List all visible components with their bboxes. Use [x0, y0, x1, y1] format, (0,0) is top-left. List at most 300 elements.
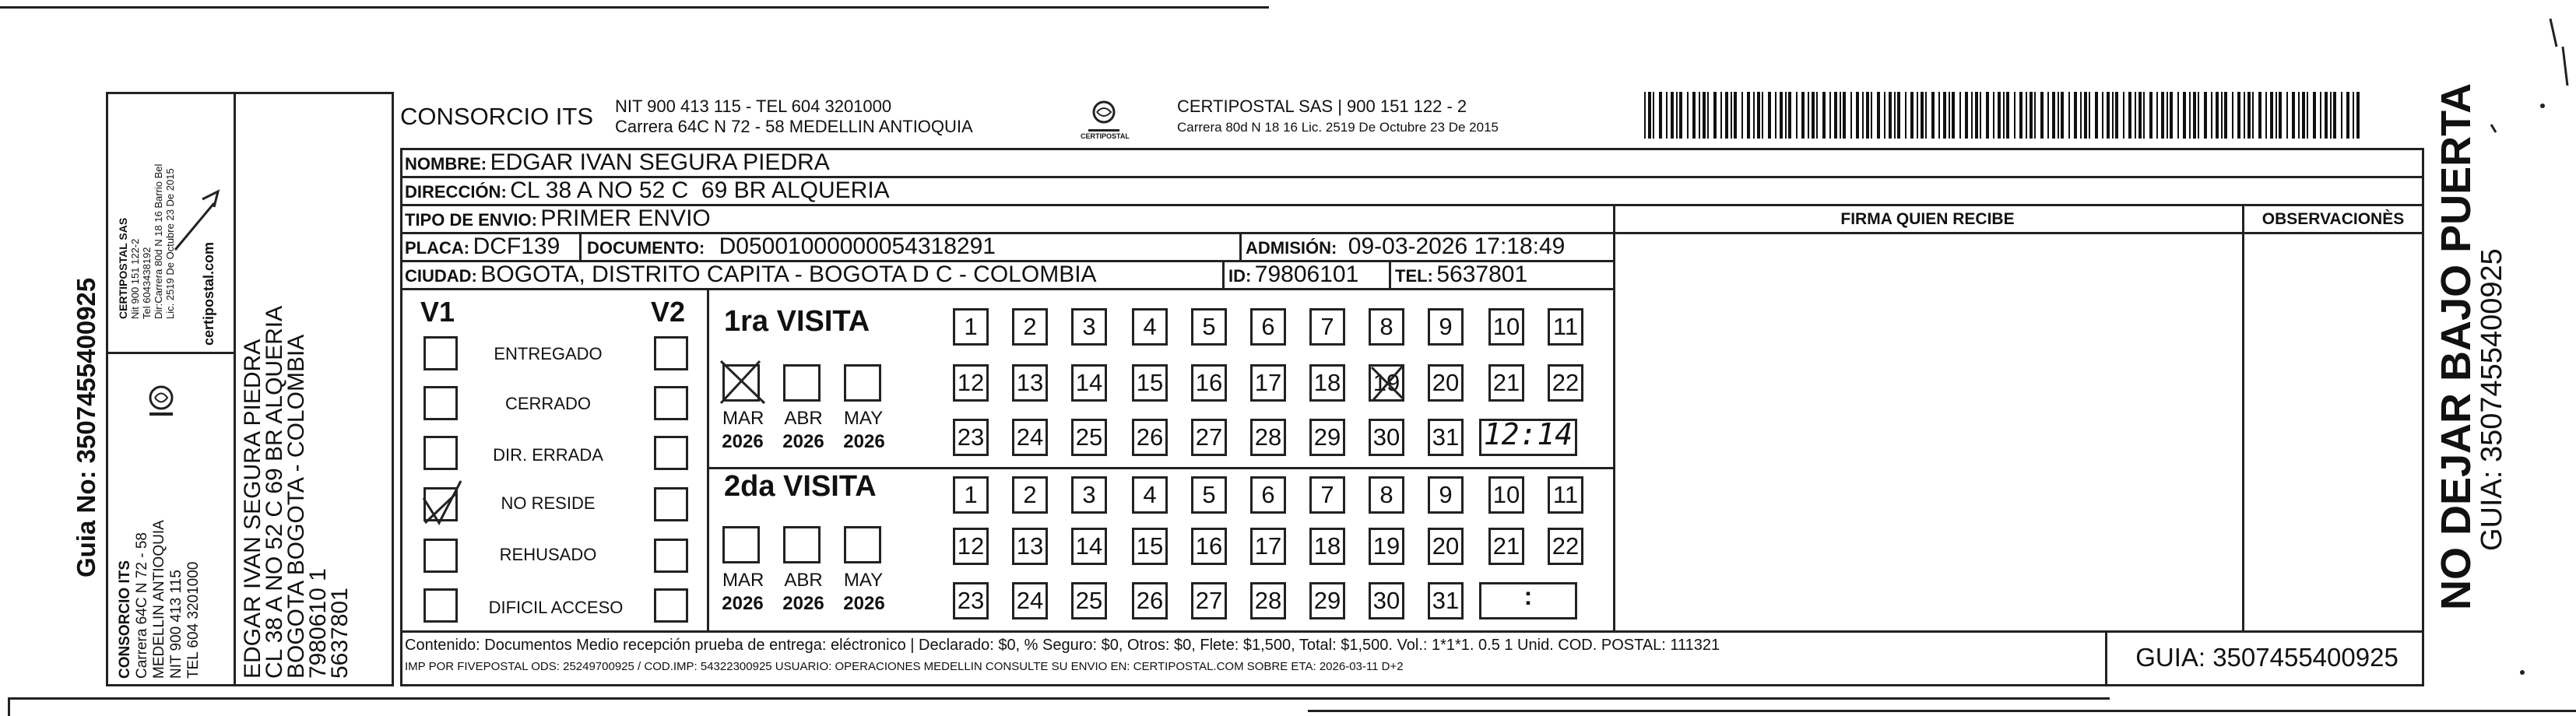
first-day-30[interactable]: 30: [1369, 419, 1404, 456]
left-stub-hline: [106, 352, 235, 354]
second-day-27[interactable]: 27: [1191, 582, 1227, 619]
reason-cerrado: CERRADO: [504, 394, 591, 413]
first-day-19[interactable]: 19: [1369, 364, 1404, 402]
barcode-bar: [1840, 92, 1841, 139]
v2-checkbox-dir-errada[interactable]: [654, 436, 688, 470]
recipient-line-1: EDGAR IVAN SEGURA PIEDRA: [240, 339, 265, 679]
barcode-bar: [1671, 92, 1674, 139]
second-day-8[interactable]: 8: [1369, 476, 1404, 514]
barcode-bar: [1921, 92, 1924, 139]
row-line-5: [400, 288, 1615, 290]
reason-dir-errada: DIR. ERRADA: [493, 445, 603, 465]
barcode-bar: [1938, 92, 1940, 139]
barcode-bar: [2115, 92, 2118, 139]
barcode-bar: [2061, 92, 2064, 139]
second-day-22[interactable]: 22: [1548, 528, 1583, 565]
direccion-row: [405, 177, 890, 204]
certipostal-address: Carrera 80d N 18 16 Lic. 2519 De Octubre 23 De 2015: [1177, 120, 1499, 135]
bottom-border: [8, 697, 2110, 700]
second-year-label-may: 2026: [843, 593, 885, 614]
second-day-1[interactable]: 1: [953, 476, 989, 514]
barcode-bar: [1998, 92, 2001, 139]
second-day-11[interactable]: 11: [1548, 476, 1583, 514]
sender-line-2: Carrera 64C N 72 - 58: [134, 532, 150, 679]
placa-label: PLACA:: [405, 238, 470, 258]
barcode-bar: [1687, 92, 1689, 139]
id-row: [1228, 261, 1358, 288]
barcode-bar: [2040, 92, 2044, 139]
sender-line-5: TEL 604 3201000: [185, 561, 202, 679]
v1-checkbox-rehusado[interactable]: [423, 539, 458, 573]
first-day-2[interactable]: 2: [1012, 308, 1048, 346]
first-day-1[interactable]: 1: [953, 308, 989, 346]
barcode-bar: [2353, 92, 2354, 139]
barcode-bar: [2026, 92, 2027, 139]
visits-divider: [708, 467, 1615, 469]
left-stub-divider: [234, 92, 236, 686]
barcode-bar: [2074, 92, 2077, 139]
barcode: [1644, 92, 2360, 139]
barcode-bar: [2333, 92, 2336, 139]
second-day-17[interactable]: 17: [1250, 528, 1286, 565]
barcode-bar: [2307, 92, 2308, 139]
barcode-bar: [2189, 92, 2191, 139]
first-month-box-may[interactable]: [844, 364, 881, 402]
second-day-21[interactable]: 21: [1488, 528, 1524, 565]
first-day-16[interactable]: 16: [1191, 364, 1227, 402]
footer-guia: GUIA: 3507455400925: [2135, 643, 2399, 672]
second-day-30[interactable]: 30: [1369, 582, 1404, 619]
first-day-28[interactable]: 28: [1250, 419, 1286, 456]
tipo-label: TIPO DE ENVIO:: [405, 210, 537, 230]
first-day-25[interactable]: 25: [1071, 419, 1107, 456]
v1-checkbox-entregado[interactable]: [423, 336, 458, 370]
first-day-22[interactable]: 22: [1548, 364, 1583, 402]
barcode-bar: [2084, 92, 2087, 139]
barcode-bar: [1812, 92, 1815, 139]
barcode-bar: [1775, 92, 1776, 139]
second-day-6[interactable]: 6: [1250, 476, 1286, 514]
first-year-label-mar: 2026: [722, 431, 764, 452]
first-day-17[interactable]: 17: [1250, 364, 1286, 402]
logo-caption: CERTIPOSTAL: [1081, 132, 1130, 140]
first-day-31[interactable]: 31: [1428, 419, 1464, 456]
second-day-5[interactable]: 5: [1191, 476, 1227, 514]
barcode-bar: [1905, 92, 1907, 139]
barcode-bar: [2232, 92, 2233, 139]
barcode-bar: [1788, 92, 1791, 139]
right-guia: GUIA: 3507455400925: [2476, 248, 2508, 551]
certipostal-line-4: Dir:Carrera 80d N 18 16 Barrio Bel: [153, 163, 164, 319]
admision-divider: [1239, 232, 1242, 261]
barcode-bar: [2161, 92, 2164, 139]
barcode-bar: [1980, 92, 1981, 139]
second-month-box-may[interactable]: [844, 526, 881, 563]
barcode-bar: [2346, 92, 2349, 139]
barcode-bar: [1943, 92, 1946, 139]
second-time-value: :: [1523, 582, 1533, 610]
barcode-bar: [2019, 92, 2022, 139]
barcode-bar: [2320, 92, 2321, 139]
second-day-10[interactable]: 10: [1488, 476, 1524, 514]
barcode-bar: [2177, 92, 2179, 139]
barcode-bar: [1894, 92, 1896, 139]
barcode-bar: [2211, 92, 2212, 139]
nombre-label: NOMBRE:: [405, 154, 487, 174]
barcode-bar: [1731, 92, 1732, 139]
barcode-bar: [2034, 92, 2036, 139]
first-day-4[interactable]: 4: [1132, 308, 1168, 346]
barcode-bar: [2221, 92, 2223, 139]
direccion-value: CL 38 A NO 52 C 69 BR ALQUERIA: [510, 177, 890, 203]
recipient-line-5: 5637801: [327, 588, 353, 679]
second-day-18[interactable]: 18: [1309, 528, 1345, 565]
barcode-bar: [1871, 92, 1872, 139]
first-day-10[interactable]: 10: [1488, 308, 1524, 346]
sender-line-3: MEDELLIN ANTIOQUIA: [151, 520, 167, 679]
barcode-bar: [1949, 92, 1950, 139]
barcode-bar: [2216, 92, 2219, 139]
first-year-label-abr: 2026: [782, 431, 824, 452]
outer-bottom-line: [1308, 710, 2576, 712]
barcode-bar: [2252, 92, 2254, 139]
barcode-bar: [2143, 92, 2145, 139]
sender-line-1: CONSORCIO ITS: [117, 560, 133, 679]
barcode-bar: [2270, 92, 2273, 139]
recipient-line-3: BOGOTA BOGOTA - COLOMBIA: [283, 334, 309, 679]
first-day-26[interactable]: 26: [1132, 419, 1168, 456]
barcode-bar: [2224, 92, 2227, 139]
admision-row: [1246, 233, 1565, 260]
company-name: CONSORCIO ITS: [400, 103, 594, 130]
first-month-label-may: MAY: [843, 408, 884, 429]
first-month-box-abr[interactable]: [783, 364, 821, 402]
first-day-5[interactable]: 5: [1191, 308, 1227, 346]
barcode-bar: [2302, 92, 2305, 139]
certipostal-stub-logo-icon: [142, 378, 181, 425]
second-day-16[interactable]: 16: [1191, 528, 1227, 565]
documento-value: D05001000000054318291: [719, 233, 996, 259]
company-nit-tel: NIT 900 413 115 - TEL 604 3201000: [615, 97, 892, 116]
recipient-line-4: 7980610 1: [305, 568, 331, 679]
first-day-8[interactable]: 8: [1369, 308, 1404, 346]
first-day-27[interactable]: 27: [1191, 419, 1227, 456]
obs-left: [2242, 204, 2244, 632]
first-month-label-mar: MAR: [722, 408, 764, 429]
barcode-bar: [1720, 92, 1722, 139]
reasons-right: [707, 288, 709, 632]
barcode-bar: [1648, 92, 1651, 139]
barcode-bar: [2112, 92, 2114, 139]
first-day-21[interactable]: 21: [1488, 364, 1524, 402]
first-month-label-abr: ABR: [784, 408, 823, 429]
barcode-bar: [2167, 92, 2168, 139]
barcode-bar: [2128, 92, 2131, 139]
barcode-bar: [2058, 92, 2059, 139]
barcode-bar: [1666, 92, 1668, 139]
barcode-bar: [1965, 92, 1968, 139]
barcode-bar: [2068, 92, 2070, 139]
second-year-label-mar: 2026: [722, 593, 764, 614]
nombre-row: [405, 149, 830, 176]
second-day-3[interactable]: 3: [1071, 476, 1107, 514]
first-day-14[interactable]: 14: [1071, 364, 1107, 402]
barcode-bar: [1850, 92, 1852, 139]
first-day-24[interactable]: 24: [1012, 419, 1048, 456]
barcode-bar: [1713, 92, 1717, 139]
barcode-bar: [1725, 92, 1728, 139]
second-day-9[interactable]: 9: [1428, 476, 1464, 514]
id-label: ID:: [1228, 266, 1252, 286]
v1-checkbox-dificil-acceso[interactable]: [423, 588, 458, 623]
barcode-bar: [1762, 92, 1763, 139]
barcode-bar: [1931, 92, 1935, 139]
corner-marks: [2476, 16, 2576, 700]
barcode-bar: [2183, 92, 2186, 139]
certipostal-line-3: Tel 6043438192: [141, 247, 153, 319]
v2-checkbox-no-reside[interactable]: [654, 487, 688, 521]
direccion-label: DIRECCIÓN:: [405, 182, 507, 202]
first-day-7[interactable]: 7: [1309, 308, 1345, 346]
footer-contenido: Contenido: Documentos Medio recepción prueba de entrega: eléctronico | Declarado: $0, % Seguro: $0, Otros: $0, Flete: $1,500, Total: $1,500. Vol.: 1*1*1. 0.5 1 Unid. COD. POSTAL: 111321: [405, 637, 1720, 654]
first-day-12[interactable]: 12: [953, 364, 989, 402]
second-month-label-abr: ABR: [784, 570, 823, 591]
stub-signature-mark: [171, 184, 226, 254]
barcode-bar: [1862, 92, 1864, 139]
second-day-12[interactable]: 12: [953, 528, 989, 565]
barcode-bar: [2107, 92, 2110, 139]
barcode-bar: [1757, 92, 1760, 139]
barcode-bar: [1808, 92, 1809, 139]
v2-checkbox-entregado[interactable]: [654, 336, 688, 370]
placa-doc-divider: [579, 232, 582, 261]
barcode-bar: [1747, 92, 1750, 139]
barcode-bar: [2149, 92, 2153, 139]
barcode-bar: [2014, 92, 2015, 139]
barcode-bar: [1877, 92, 1880, 139]
tipo-value: PRIMER ENVIO: [540, 205, 711, 231]
first-day-29[interactable]: 29: [1309, 419, 1345, 456]
documento-label: DOCUMENTO:: [587, 238, 705, 258]
first-day-3[interactable]: 3: [1071, 308, 1107, 346]
second-month-box-mar[interactable]: [722, 526, 760, 563]
row-line-6: [400, 630, 2424, 633]
barcode-bar: [2102, 92, 2103, 139]
first-day-23[interactable]: 23: [953, 419, 989, 456]
second-day-31[interactable]: 31: [1428, 582, 1464, 619]
barcode-bar: [1699, 92, 1700, 139]
barcode-bar: [2138, 92, 2142, 139]
second-month-label-mar: MAR: [722, 570, 764, 591]
id-divider: [1222, 260, 1225, 290]
first-time-value: 12:14: [1483, 417, 1573, 451]
admision-value: 09-03-2026 17:18:49: [1348, 233, 1566, 259]
second-month-box-abr[interactable]: [783, 526, 821, 563]
footer-imp: IMP POR FIVEPOSTAL ODS: 25249700925 / COD.IMP: 54322300925 USUARIO: OPERACIONES MEDELLIN CONSULTE SU ENVIO EN: CERTIPOSTAL.COM SOBRE ETA: 2026-03-11 D+2: [405, 660, 1404, 673]
barcode-bar: [1834, 92, 1837, 139]
documento-row: [587, 233, 996, 260]
reason-entregado: ENTREGADO: [494, 344, 603, 363]
recipient-line-2: CL 38 A NO 52 C 69 BR ALQUERIA: [262, 305, 287, 679]
first-day-19-x-mark: [1365, 361, 1409, 405]
barcode-bar: [1952, 92, 1955, 139]
barcode-bar: [1917, 92, 1918, 139]
second-day-24[interactable]: 24: [1012, 582, 1048, 619]
barcode-bar: [1703, 92, 1706, 139]
first-month-mar-x-mark: [715, 356, 769, 408]
barcode-bar: [1801, 92, 1805, 139]
barcode-bar: [1884, 92, 1885, 139]
barcode-bar: [1843, 92, 1846, 139]
no-dejar-bajo-puerta: NO DEJAR BAJO PUERTA: [2433, 82, 2479, 610]
barcode-bar: [1829, 92, 1831, 139]
guia-label-vertical: Guia No: 3507455400925: [72, 277, 100, 577]
reason-dificil-acceso: DIFICIL ACCESO: [488, 598, 624, 617]
certipostal-line-2: Nit 900 151 122-2: [129, 238, 141, 319]
ciudad-value: BOGOTA, DISTRITO CAPITA - BOGOTA D C - COLOMBIA: [480, 261, 1097, 287]
second-day-7[interactable]: 7: [1309, 476, 1345, 514]
barcode-bar: [1768, 92, 1771, 139]
barcode-bar: [1679, 92, 1682, 139]
no-reside-check-mark: [417, 478, 467, 528]
second-day-15[interactable]: 15: [1132, 528, 1168, 565]
barcode-bar: [2123, 92, 2124, 139]
barcode-bar: [1910, 92, 1914, 139]
barcode-bar: [1741, 92, 1743, 139]
second-day-2[interactable]: 2: [1012, 476, 1048, 514]
v1-checkbox-cerrado[interactable]: [423, 386, 458, 420]
first-day-15[interactable]: 15: [1132, 364, 1168, 402]
barcode-bar: [1866, 92, 1869, 139]
barcode-bar: [2030, 92, 2033, 139]
footer-guia-left: [2105, 630, 2107, 686]
barcode-bar: [1707, 92, 1709, 139]
v2-checkbox-dificil-acceso[interactable]: [654, 588, 688, 623]
v1-label: V1: [420, 296, 455, 328]
barcode-bar: [2006, 92, 2009, 139]
barcode-bar: [1925, 92, 1927, 139]
barcode-bar: [2286, 92, 2288, 139]
barcode-bar: [2003, 92, 2005, 139]
barcode-bar: [1692, 92, 1696, 139]
certipostal-name: CERTIPOSTAL SAS | 900 151 122 - 2: [1177, 97, 1467, 116]
barcode-bar: [2047, 92, 2049, 139]
barcode-bar: [2052, 92, 2055, 139]
barcode-bar: [1785, 92, 1787, 139]
tel-divider: [1389, 260, 1391, 290]
tipo-row: [405, 205, 711, 232]
barcode-bar: [2135, 92, 2136, 139]
second-day-4[interactable]: 4: [1132, 476, 1168, 514]
admision-label: ADMISIÓN:: [1246, 238, 1337, 258]
barcode-bar: [1897, 92, 1900, 139]
barcode-bar: [2247, 92, 2251, 139]
v2-checkbox-rehusado[interactable]: [654, 539, 688, 573]
barcode-bar: [2237, 92, 2240, 139]
barcode-bar: [1971, 92, 1973, 139]
barcode-bar: [2258, 92, 2261, 139]
certipostal-line-1: CERTIPOSTAL SAS: [117, 217, 129, 319]
first-year-label-may: 2026: [843, 431, 885, 452]
first-day-18[interactable]: 18: [1309, 364, 1345, 402]
barcode-bar: [2276, 92, 2277, 139]
barcode-bar: [2095, 92, 2098, 139]
barcode-bar: [2298, 92, 2300, 139]
barcode-bar: [2292, 92, 2295, 139]
barcode-bar: [1796, 92, 1798, 139]
reason-rehusado: REHUSADO: [499, 545, 597, 564]
first-day-6[interactable]: 6: [1250, 308, 1286, 346]
company-address: Carrera 64C N 72 - 58 MEDELLIN ANTIOQUIA: [615, 117, 973, 136]
barcode-bar: [1780, 92, 1783, 139]
barcode-bar: [1734, 92, 1737, 139]
barcode-bar: [2244, 92, 2245, 139]
placa-row: [405, 233, 560, 260]
tel-value: 5637801: [1436, 261, 1528, 287]
second-day-20[interactable]: 20: [1428, 528, 1464, 565]
barcode-bar: [1653, 92, 1654, 139]
barcode-bar: [2313, 92, 2316, 139]
ciudad-label: CIUDAD:: [405, 266, 477, 286]
nombre-value: EDGAR IVAN SEGURA PIEDRA: [490, 149, 830, 175]
first-day-20[interactable]: 20: [1428, 364, 1464, 402]
barcode-bar: [1822, 92, 1826, 139]
observaciones-header: OBSERVACIONÈS: [2261, 210, 2405, 228]
barcode-bar: [1816, 92, 1818, 139]
barcode-bar: [1993, 92, 1994, 139]
barcode-bar: [2279, 92, 2282, 139]
second-month-label-may: MAY: [843, 570, 884, 591]
firma-header: FIRMA QUIEN RECIBE: [1840, 210, 2015, 228]
barcode-bar: [2156, 92, 2158, 139]
barcode-bar: [1959, 92, 1961, 139]
first-day-13[interactable]: 13: [1012, 364, 1048, 402]
barcode-bar: [2265, 92, 2267, 139]
barcode-bar: [2170, 92, 2173, 139]
second-day-19[interactable]: 19: [1369, 528, 1404, 565]
barcode-bar: [2330, 92, 2332, 139]
second-day-13[interactable]: 13: [1012, 528, 1048, 565]
first-day-9[interactable]: 9: [1428, 308, 1464, 346]
id-value: 79806101: [1254, 261, 1359, 287]
second-day-25[interactable]: 25: [1071, 582, 1107, 619]
second-day-29[interactable]: 29: [1309, 582, 1345, 619]
barcode-bar: [2193, 92, 2196, 139]
ciudad-row: [405, 261, 1097, 288]
tel-row: [1395, 261, 1527, 288]
barcode-bar: [2089, 92, 2090, 139]
barcode-bar: [1753, 92, 1755, 139]
barcode-bar: [2341, 92, 2342, 139]
v2-label: V2: [651, 296, 686, 328]
second-day-26[interactable]: 26: [1132, 582, 1168, 619]
certipostal-line-5: Lic. 2519 De Octubre 23 De 2015: [164, 168, 176, 319]
barcode-bar: [1659, 92, 1662, 139]
second-day-28[interactable]: 28: [1250, 582, 1286, 619]
v1-checkbox-dir-errada[interactable]: [423, 436, 458, 470]
barcode-bar: [1856, 92, 1859, 139]
barcode-bar: [2325, 92, 2328, 139]
barcode-bar: [1986, 92, 1989, 139]
placa-value: DCF139: [473, 233, 561, 259]
second-day-14[interactable]: 14: [1071, 528, 1107, 565]
first-day-11[interactable]: 11: [1548, 308, 1583, 346]
sender-line-4: NIT 900 413 115: [168, 570, 185, 679]
second-day-23[interactable]: 23: [953, 582, 989, 619]
firma-left: [1613, 204, 1615, 632]
v2-checkbox-cerrado[interactable]: [654, 386, 688, 420]
barcode-bar: [1975, 92, 1978, 139]
